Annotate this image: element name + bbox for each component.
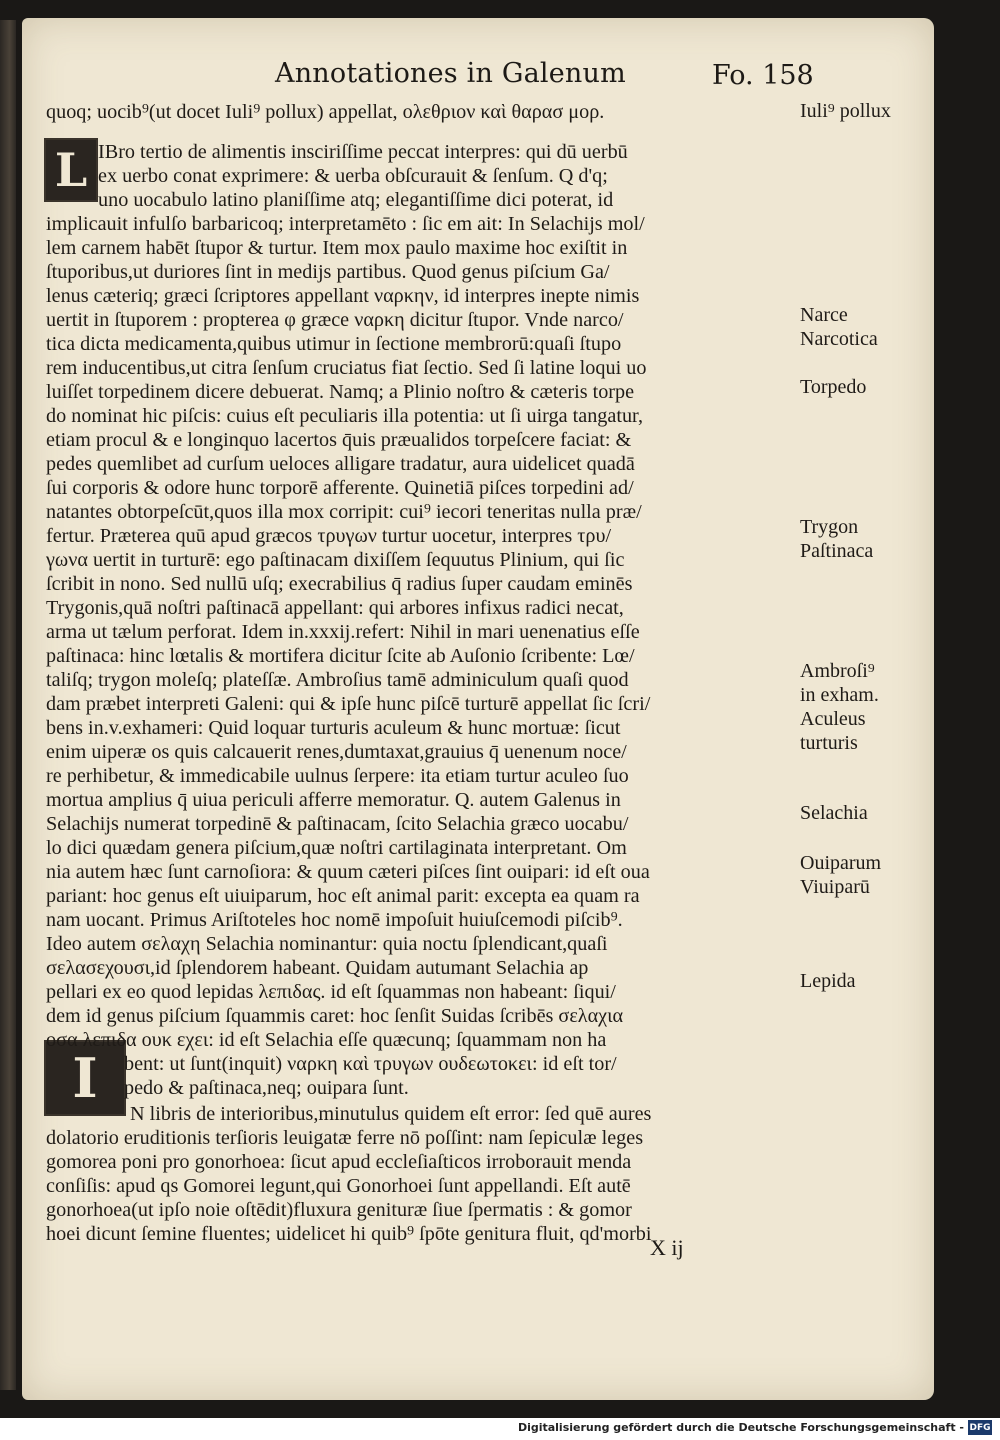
text-line: Ideo autem σελαχη Selachia nominantur: quia noctu ſplendicant,quaſi (46, 933, 608, 955)
text-line: quoq; uocib⁹(ut docet Iuli⁹ pollux) appellat, ολεθριον καὶ θαρασ μορ. (46, 101, 605, 123)
text-line: lem carnem habēt ſtupor & turtur. Item mox paulo maxime hoc exiſtit in (46, 237, 628, 259)
footer-credit: Digitalisierung gefördert durch die Deutsche Forschungsgemeinschaft - (517, 1421, 964, 1434)
text-line: γωνα uertit in turturē: ego paſtinacam dixiſſem ſequutus Plinium, qui ſic (46, 549, 625, 571)
text-line: enim uiperæ os quis calcauerit renes,dumtaxat,grauius q̄ uenenum noce/ (46, 741, 627, 763)
text-line: arma ut tælum perforat. Idem in.xxxij.refert: Nihil in mari uenenatius eſſe (46, 621, 640, 643)
folio-number: Fo. 158 (712, 60, 814, 91)
margin-note: Iuli⁹ pollux (800, 100, 891, 122)
text-line: re perhibetur, & immedicabile uulnus ſerpere: ita etiam turtur aculeo ſuo (46, 765, 629, 787)
text-line: gonorhoea(ut ipſo noie oſtēdit)fluxura genituræ ſiue ſpermatis : & gomor (46, 1199, 632, 1221)
text-line: natantes obtorpeſcūt,quos illa mox corripit: cui⁹ iecori teneritas nulla præ/ (46, 501, 642, 523)
text-line: ſcribit in nono. Sed nullū uſq; execrabilius q̄ radius ſuper caudam eminēs (46, 573, 633, 595)
text-line: N libris de interioribus,minutulus quidem eſt error: ſed quē aures (130, 1103, 652, 1125)
margin-note: Trygon (800, 516, 859, 538)
text-line: hoei dicunt ſemine fluentes; uidelicet hi quib⁹ ſpōte genitura fluit, qd'morbi (46, 1223, 652, 1245)
text-line: pariant: hoc genus eſt uiuiparum, hoc eſt animal parit: excepta ea quam ra (46, 885, 640, 907)
margin-note: Ambroſi⁹ (800, 660, 875, 682)
margin-note: Ouiparum (800, 852, 882, 874)
text-line: implicauit infulſo barbaricoq; interpretamēto : ſic em ait: In Selachijs mol/ (46, 213, 645, 235)
signature-mark: X ij (650, 1235, 684, 1260)
text-line: pellari ex eo quod lepidas λεπιδας. id eſt ſquammas non habeant: ſiqui/ (46, 981, 616, 1003)
book-edge (0, 20, 16, 1390)
text-line: tica dicta medicamenta,quibus utimur in ſectione membrorū:quaſi ſtupo (46, 333, 622, 355)
text-line: pedo & paſtinaca,neq; ouipara ſunt. (124, 1077, 409, 1099)
text-line: dolatorio eruditionis terſioris leuigatæ ferre nō poſſint: nam ſepiculæ leges (46, 1127, 644, 1149)
text-line: lenus cæteriq; græci ſcriptores appellant ναρκην, id interpres inepte nimis (46, 285, 640, 307)
text-line: Selachijs numerat torpedinē & paſtinacam, ſcito Selachia græco uocabu/ (46, 813, 629, 835)
margin-note: turturis (800, 732, 858, 754)
text-line: fertur. Præterea quū apud græcos τρυγων turtur uocetur, interpres τρυ/ (46, 525, 612, 547)
margin-note: Aculeus (800, 708, 866, 730)
text-line: οσα λεπιδα ουκ εχει: id eſt Selachia eſſe quæcunq; ſquammam non ha (46, 1029, 607, 1051)
margin-note: Torpedo (800, 376, 867, 398)
text-line: pedes quemlibet ad curſum ueloces alligare tradatur, aura uidelicet quadā (46, 453, 635, 475)
margin-note: Narce (800, 304, 848, 326)
text-line: uertit in ſtuporem : propterea φ græce ναρκη dicitur ſtupor. Vnde narco/ (46, 309, 624, 331)
margin-note: Paſtinaca (800, 540, 874, 562)
text-line: taliſq; trygon moleſq; plateſſæ. Ambroſius tamē adminiculum quaſi quod (46, 669, 629, 691)
margin-note: Viuiparū (800, 876, 870, 898)
text-line: dam præbet interpreti Galeni: qui & ipſe hunc piſcē turturē appellat ſic ſcri/ (46, 693, 651, 715)
text-line: bens in.v.exhameri: Quid loquar turturis aculeum & hunc mortuæ: ſicut (46, 717, 621, 739)
text-line: Trygonis,quā noſtri paſtinacā appellant: qui arbores infixus radici necat, (46, 597, 624, 619)
dropcap-initial-i: I (44, 1040, 126, 1116)
text-line: conſiſis: apud qs Gomorei legunt,qui Gonorhoei ſunt appellandi. Eſt autē (46, 1175, 631, 1197)
text-line: nam uocant. Primus Ariſtoteles hoc nomē impoſuit huiuſcemodi piſcib⁹. (46, 909, 623, 931)
text-line: ex uerbo conat exprimere: & uerba obſcurauit & ſenſum. Q d'q; (98, 165, 608, 187)
dfg-logo: DFG (968, 1420, 992, 1435)
text-line: luiſſet torpedinem dicere debuerat. Namq; a Plinio noſtro & cæteris torpe (46, 381, 635, 403)
margin-note: Narcotica (800, 328, 878, 350)
text-line: uno uocabulo latino planiſſime atq; elegantiſſime dici poterat, id (98, 189, 614, 211)
text-line: IBro tertio de alimentis insciriſſime peccat interpres: qui dū uerbū (98, 141, 628, 163)
text-line: rem inducentibus,ut citra ſenſum cruciatus fiat ſectio. Sed ſi latine loqui uo (46, 357, 647, 379)
text-line: do nominat hic piſcis: cuius eſt peculiaris illa potentia: ut ſi uirga tangatur, (46, 405, 644, 427)
text-line: ſtuporibus,ut duriores ſint in medijs partibus. Quod genus piſcium Ga/ (46, 261, 610, 283)
text-line: nia autem hæc ſunt carnoſiora: & quum cæteri piſces ſint ouipari: id eſt oua (46, 861, 650, 883)
text-line: gomorea poni pro gonorhoea: ſicut apud eccleſiaſticos irroborauit menda (46, 1151, 632, 1173)
text-line: mortua amplius q̄ uiua periculi afferre memoratur. Q. autem Galenus in (46, 789, 621, 811)
text-line: paſtinaca: hinc lœtalis & mortifera dicitur ſcite ab Auſonio ſcribente: Lœ/ (46, 645, 635, 667)
text-line: dem id genus piſcium ſquammis caret: hoc ſenſit Suidas ſcribēs σελαχια (46, 1005, 624, 1027)
margin-note: Lepida (800, 970, 856, 992)
text-line: bent: ut ſunt(inquit) ναρκη καὶ τρυγων ουδεωτοκει: id eſt tor/ (124, 1053, 617, 1075)
running-header: Annotationes in Galenum (275, 58, 626, 89)
dropcap-initial-l: L (44, 138, 98, 202)
margin-note: Selachia (800, 802, 868, 824)
margin-note: in exham. (800, 684, 879, 706)
text-line: etiam procul & e longinquo lacertos q̄uis præualidos torpeſcere faciat: & (46, 429, 632, 451)
text-line: σελασεχουσι,id ſplendorem habeant. Quidam autumant Selachia ap (46, 957, 589, 979)
text-line: lo dici quædam genera piſcium,quæ noſtri cartilaginata interpretant. Om (46, 837, 627, 859)
text-line: ſui corporis & odore hunc torporē afferente. Quinetiā piſces torpedini ad/ (46, 477, 634, 499)
